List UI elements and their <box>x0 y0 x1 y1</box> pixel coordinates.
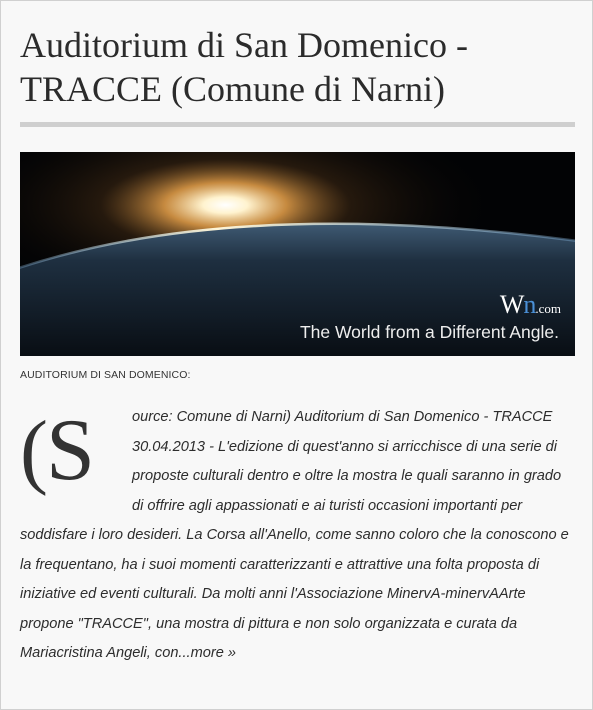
article-body <box>20 403 575 669</box>
more-link[interactable]: more » <box>190 645 237 661</box>
drop-cap-paren: ( <box>20 404 48 497</box>
banner-tagline: The World from a Different Angle. <box>299 322 559 342</box>
wn-logo[interactable] <box>500 290 561 320</box>
title-divider <box>20 122 575 127</box>
article-text: ource: Comune di Narni) Auditorium di San Domenico - TRACCE 30.04.2013 - L'edizione di quest'anno si arricchisce di una serie di proposte culturali dentro e oltre la mostra le quali saranno in grado di offrire agli appassionati e ai turisti occasioni importanti per soddisfare i loro desideri. La Corsa all'Anello, come sanno coloro che la conoscono e la frequentano, ha i suoi momenti caratterizzanti e attrattive una folta proposta di iniziative ed eventi culturali. Da molti anni l'Associazione MinervA-minervAArte propone "TRACCE", una mostra di pittura e non solo organizzata e curata da Mariacristina Angeli, con... <box>20 409 569 661</box>
image-caption: AUDITORIUM DI SAN DOMENICO: <box>20 369 191 381</box>
wn-logo-com: .com <box>535 301 561 316</box>
page-title: Auditorium di San Domenico - TRACCE (Comune di Narni) <box>20 25 468 109</box>
drop-cap <box>20 403 130 515</box>
banner-image[interactable] <box>20 152 575 356</box>
drop-cap-letter: S <box>46 402 95 499</box>
wn-logo-w: W <box>499 290 524 319</box>
wn-logo-n: n <box>523 290 536 319</box>
